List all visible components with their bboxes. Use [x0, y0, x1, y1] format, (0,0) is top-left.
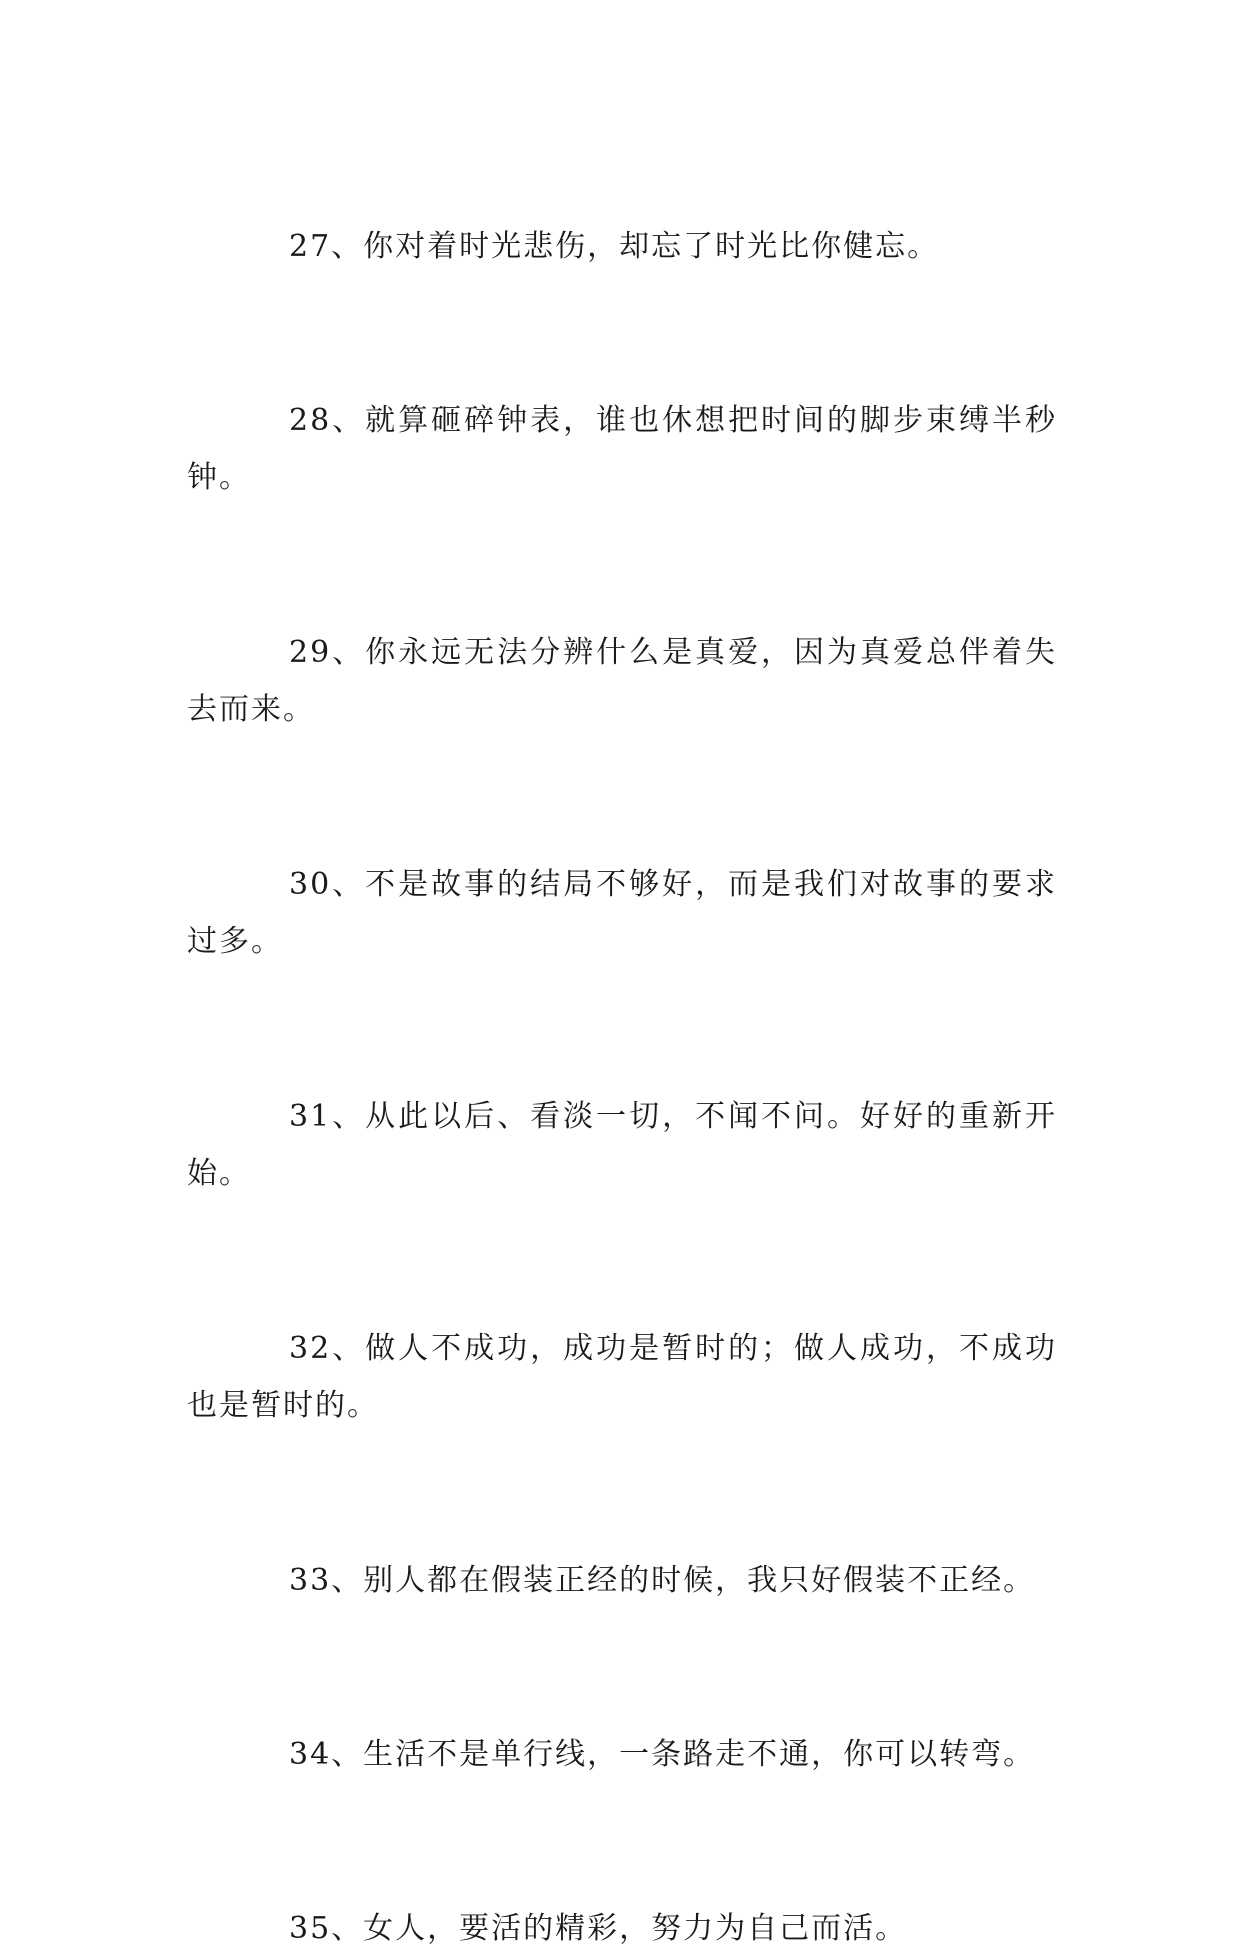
quote-paragraph-32: 32、做人不成功，成功是暂时的；做人成功，不成功也是暂时的。 — [187, 1331, 1057, 1423]
document-body — [187, 218, 1057, 1957]
quote-paragraph-28: 28、就算砸碎钟表，谁也休想把时间的脚步束缚半秒钟。 — [187, 403, 1057, 495]
quote-paragraph-31: 31、从此以后、看淡一切，不闻不问。好好的重新开始。 — [187, 1099, 1057, 1191]
quote-paragraph-30: 30、不是故事的结局不够好，而是我们对故事的要求过多。 — [187, 867, 1057, 959]
quote-paragraph-33: 33、别人都在假装正经的时候，我只好假装不正经。 — [289, 1563, 1036, 1598]
quote-paragraph-34: 34、生活不是单行线，一条路走不通，你可以转弯。 — [289, 1737, 1036, 1772]
quote-paragraph-29: 29、你永远无法分辨什么是真爱，因为真爱总伴着失去而来。 — [187, 635, 1057, 727]
quote-paragraph-27: 27、你对着时光悲伤，却忘了时光比你健忘。 — [289, 229, 940, 264]
quote-paragraph-35: 35、女人，要活的精彩，努力为自己而活。 — [289, 1911, 908, 1946]
